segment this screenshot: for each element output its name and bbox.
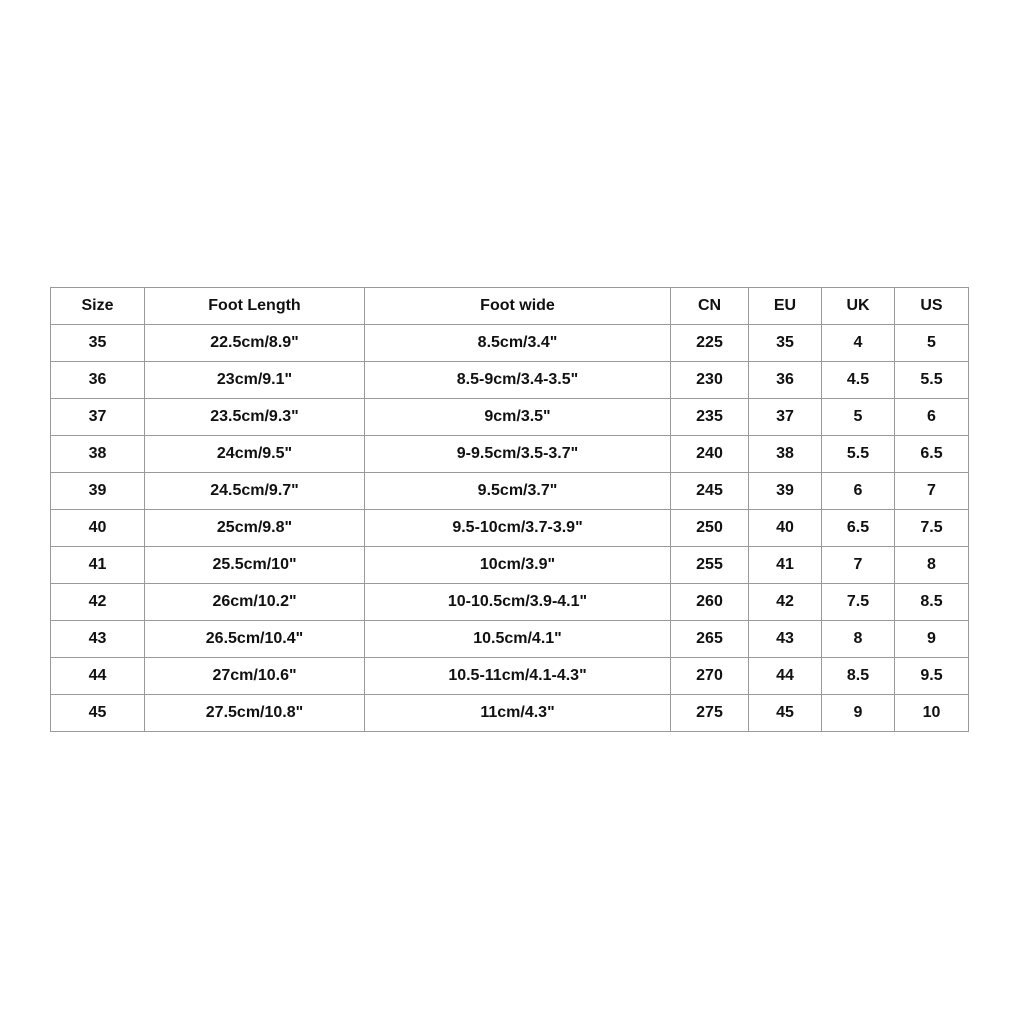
- table-row: [51, 473, 969, 510]
- cell-foot-wide: 8.5-9cm/3.4-3.5": [365, 362, 671, 399]
- cell-size: 38: [51, 436, 145, 473]
- cell-cn: 265: [671, 621, 749, 658]
- cell-foot-length: 26.5cm/10.4": [145, 621, 365, 658]
- cell-size: 43: [51, 621, 145, 658]
- cell-size: 40: [51, 510, 145, 547]
- table-row: [51, 362, 969, 399]
- cell-uk: 7.5: [822, 584, 895, 621]
- table-row: [51, 658, 969, 695]
- cell-size: 45: [51, 695, 145, 732]
- cell-cn: 225: [671, 325, 749, 362]
- table-row: [51, 399, 969, 436]
- cell-us: 5.5: [895, 362, 969, 399]
- header-row: [51, 288, 969, 325]
- cell-foot-length: 24cm/9.5": [145, 436, 365, 473]
- cell-foot-wide: 10cm/3.9": [365, 547, 671, 584]
- cell-foot-length: 25cm/9.8": [145, 510, 365, 547]
- cell-us: 6: [895, 399, 969, 436]
- cell-foot-length: 24.5cm/9.7": [145, 473, 365, 510]
- cell-uk: 4.5: [822, 362, 895, 399]
- cell-foot-wide: 9-9.5cm/3.5-3.7": [365, 436, 671, 473]
- cell-eu: 42: [749, 584, 822, 621]
- cell-eu: 41: [749, 547, 822, 584]
- header-eu: EU: [749, 288, 822, 325]
- header-uk: UK: [822, 288, 895, 325]
- cell-foot-wide: 9cm/3.5": [365, 399, 671, 436]
- header-foot-wide: Foot wide: [365, 288, 671, 325]
- size-chart-container: [50, 287, 968, 732]
- cell-size: 39: [51, 473, 145, 510]
- cell-us: 9.5: [895, 658, 969, 695]
- table-row: [51, 584, 969, 621]
- header-size: Size: [51, 288, 145, 325]
- cell-eu: 37: [749, 399, 822, 436]
- table-row: [51, 621, 969, 658]
- cell-foot-length: 23.5cm/9.3": [145, 399, 365, 436]
- cell-cn: 235: [671, 399, 749, 436]
- header-us: US: [895, 288, 969, 325]
- size-chart-table: [50, 287, 969, 732]
- cell-cn: 260: [671, 584, 749, 621]
- table-row: [51, 325, 969, 362]
- cell-us: 7.5: [895, 510, 969, 547]
- cell-uk: 9: [822, 695, 895, 732]
- cell-foot-length: 27cm/10.6": [145, 658, 365, 695]
- cell-foot-length: 27.5cm/10.8": [145, 695, 365, 732]
- cell-eu: 43: [749, 621, 822, 658]
- cell-foot-wide: 10-10.5cm/3.9-4.1": [365, 584, 671, 621]
- cell-cn: 270: [671, 658, 749, 695]
- cell-foot-length: 25.5cm/10": [145, 547, 365, 584]
- cell-cn: 255: [671, 547, 749, 584]
- cell-uk: 7: [822, 547, 895, 584]
- cell-foot-wide: 9.5cm/3.7": [365, 473, 671, 510]
- cell-eu: 40: [749, 510, 822, 547]
- header-foot-length: Foot Length: [145, 288, 365, 325]
- cell-size: 35: [51, 325, 145, 362]
- cell-eu: 35: [749, 325, 822, 362]
- cell-uk: 4: [822, 325, 895, 362]
- cell-foot-wide: 8.5cm/3.4": [365, 325, 671, 362]
- cell-size: 41: [51, 547, 145, 584]
- cell-size: 37: [51, 399, 145, 436]
- cell-uk: 6: [822, 473, 895, 510]
- table-row: [51, 695, 969, 732]
- cell-foot-length: 23cm/9.1": [145, 362, 365, 399]
- cell-cn: 245: [671, 473, 749, 510]
- cell-eu: 39: [749, 473, 822, 510]
- cell-uk: 6.5: [822, 510, 895, 547]
- cell-uk: 5: [822, 399, 895, 436]
- cell-us: 10: [895, 695, 969, 732]
- cell-size: 44: [51, 658, 145, 695]
- cell-foot-wide: 9.5-10cm/3.7-3.9": [365, 510, 671, 547]
- cell-foot-wide: 10.5cm/4.1": [365, 621, 671, 658]
- cell-foot-length: 22.5cm/8.9": [145, 325, 365, 362]
- cell-uk: 8: [822, 621, 895, 658]
- cell-foot-wide: 11cm/4.3": [365, 695, 671, 732]
- cell-cn: 250: [671, 510, 749, 547]
- cell-eu: 44: [749, 658, 822, 695]
- cell-uk: 5.5: [822, 436, 895, 473]
- cell-size: 36: [51, 362, 145, 399]
- cell-us: 5: [895, 325, 969, 362]
- table-row: [51, 510, 969, 547]
- cell-size: 42: [51, 584, 145, 621]
- cell-eu: 36: [749, 362, 822, 399]
- table-row: [51, 436, 969, 473]
- cell-us: 6.5: [895, 436, 969, 473]
- cell-us: 8.5: [895, 584, 969, 621]
- cell-cn: 240: [671, 436, 749, 473]
- cell-cn: 275: [671, 695, 749, 732]
- size-chart-body: [51, 325, 969, 732]
- cell-foot-wide: 10.5-11cm/4.1-4.3": [365, 658, 671, 695]
- cell-eu: 45: [749, 695, 822, 732]
- cell-us: 9: [895, 621, 969, 658]
- cell-eu: 38: [749, 436, 822, 473]
- cell-uk: 8.5: [822, 658, 895, 695]
- cell-us: 8: [895, 547, 969, 584]
- table-row: [51, 547, 969, 584]
- cell-cn: 230: [671, 362, 749, 399]
- cell-us: 7: [895, 473, 969, 510]
- header-cn: CN: [671, 288, 749, 325]
- cell-foot-length: 26cm/10.2": [145, 584, 365, 621]
